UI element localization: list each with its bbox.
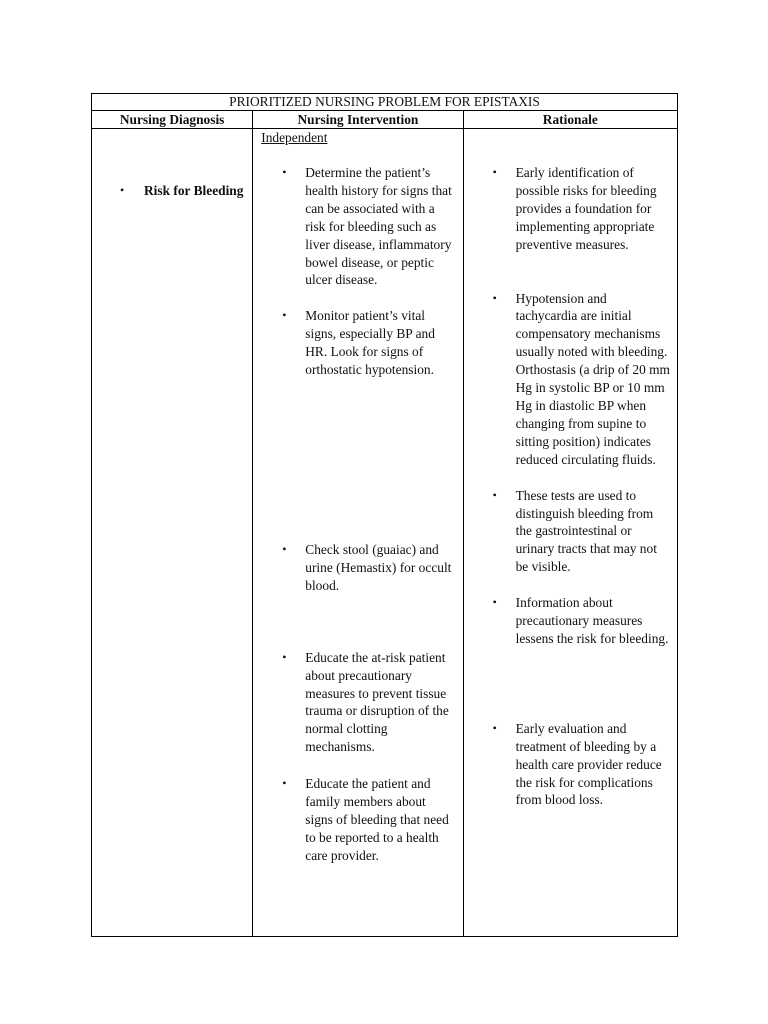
diagnosis-text: Risk for Bleeding (144, 183, 244, 198)
bullet-icon: • (282, 649, 287, 664)
intervention-item (253, 541, 462, 595)
bullet-icon: • (282, 165, 287, 179)
nursing-care-table (91, 93, 678, 937)
header-row (92, 111, 678, 129)
bullet-icon: • (492, 165, 497, 179)
intervention-item (253, 164, 462, 289)
intervention-text: Determine the patient’s health history for signs that can be associated with a risk for bleeding such as liver disease, inflammatory bowel disease, or peptic ulcer disease. (305, 165, 452, 288)
diagnosis-cell (92, 129, 253, 937)
intervention-item (253, 649, 462, 756)
body-row (92, 129, 678, 937)
header-nursing-diagnosis: Nursing Diagnosis (92, 111, 253, 129)
diagnosis-item (92, 182, 252, 200)
rationale-text: Early identification of possible risks for bleeding provides a foundation for implementing appropriate preventive measures. (515, 165, 657, 252)
header-nursing-intervention: Nursing Intervention (253, 111, 463, 129)
intervention-text: Check stool (guaiac) and urine (Hemastix) for occult blood. (305, 541, 452, 593)
rationale-item (464, 487, 677, 577)
bullet-icon: • (282, 776, 287, 791)
intervention-text: Monitor patient’s vital signs, especially BP and HR. Look for signs of orthostatic hypotension. (305, 308, 435, 378)
rationale-text: Information about precautionary measures lessens the risk for bleeding. (515, 595, 669, 646)
rationale-item (464, 594, 677, 648)
rationale-text: Early evaluation and treatment of bleeding by a health care provider reduce the risk for complications from blood loss. (515, 720, 662, 808)
bullet-icon: • (120, 183, 125, 197)
intervention-item (253, 307, 462, 379)
rationale-text: These tests are used to distinguish bleeding from the gastrointestinal or urinary tracts that may not be visible. (515, 487, 657, 575)
intervention-text: Educate the patient and family members about signs of bleeding that need to be reported to a health care provider. (305, 776, 449, 863)
bullet-icon: • (282, 541, 287, 556)
intervention-cell (253, 129, 463, 937)
rationale-item (464, 290, 677, 469)
rationale-item (464, 164, 677, 254)
header-rationale: Rationale (463, 111, 677, 129)
bullet-icon: • (492, 290, 497, 305)
title-row (92, 94, 678, 111)
intervention-item (253, 775, 462, 865)
bullet-icon: • (492, 720, 497, 735)
bullet-icon: • (492, 595, 497, 610)
bullet-icon: • (282, 308, 287, 323)
intervention-type-label: Independent (261, 130, 328, 145)
rationale-item (464, 720, 677, 810)
rationale-text: Hypotension and tachycardia are initial compensatory mechanisms usually noted with bleeding. Orthostasis (a drip of 20 mm Hg in systolic BP or 10 mm Hg in diastolic BP when changing from supine to sitting position) indicates reduced circulating fluids. (515, 290, 670, 467)
intervention-text: Educate the at-risk patient about precautionary measures to prevent tissue trauma or disruption of the normal clotting mechanisms. (305, 649, 449, 755)
table-title: PRIORITIZED NURSING PROBLEM FOR EPISTAXIS (92, 94, 678, 111)
rationale-cell (463, 129, 677, 937)
bullet-icon: • (492, 487, 497, 502)
